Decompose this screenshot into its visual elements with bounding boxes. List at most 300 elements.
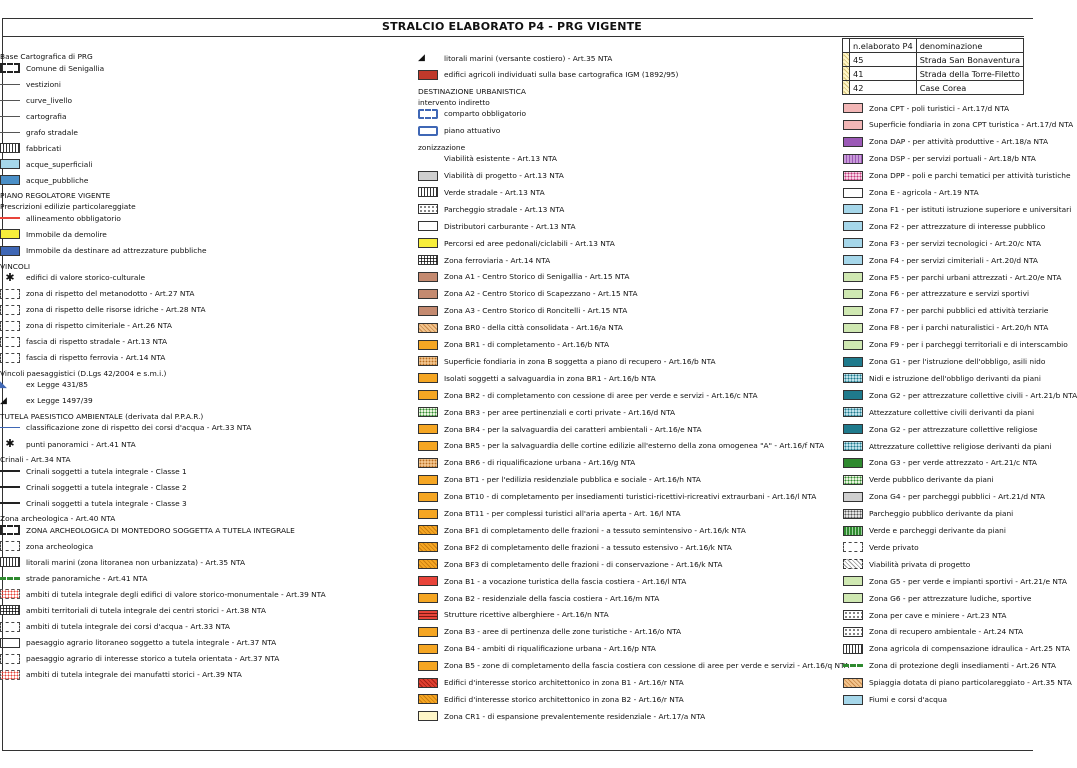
legend-label: Zona F1 - per istituti istruzione superiore e universitari [869,204,1072,214]
legend-label: Zona B5 - zone di completamento della fascia costiera con cessione di aree per verde e servizi - Art.16/q NTA [444,661,850,671]
table-row [843,53,1024,67]
section-header: DESTINAZIONE URBANISTICA [418,86,526,96]
legend-item [418,540,732,554]
legend-label: ambiti di tutela integrale dei manufatti storici - Art.39 NTA [26,670,242,680]
legend-label: Zona BT11 - per complessi turistici all'aria aperta - Art. 16/l NTA [444,509,681,518]
legend-symbol [418,187,438,197]
legend-item [0,211,121,225]
table-cell-number: 42 [850,81,917,95]
legend-item [418,625,681,639]
legend-label: edifici di valore storico-culturale [26,273,146,283]
legend-symbol [0,605,20,615]
legend-symbol [418,289,438,299]
legend-label: piano attuativo [444,126,501,136]
legend-symbol [418,525,438,535]
legend-item [418,591,659,605]
legend-label: Zona A2 - Centro Storico di Scapezzano - Art.15 NTA [444,289,638,299]
legend-symbol [843,188,863,198]
legend-item [843,152,1036,166]
legend-item [418,456,635,470]
legend-label: zona archeologica [26,541,94,551]
legend-symbol [0,246,20,256]
legend-label: Zona B3 - aree di pertinenza delle zone turistiche - Art.16/o NTA [444,627,682,637]
legend-label: Zona G3 - per verde attrezzato - Art.21/c NTA [869,458,1037,468]
legend-item [418,608,609,622]
legend-item [843,371,1041,385]
legend-item [843,490,1045,504]
legend-item [843,676,1072,690]
legend-symbol [418,661,438,671]
legend-symbol [843,272,863,282]
legend-item [418,253,550,267]
legend-symbol [418,509,438,519]
legend-label: curve_livello [26,95,73,105]
table-cell-number: 45 [850,53,917,67]
legend-symbol [843,221,863,231]
legend-item [418,659,849,673]
legend-title: STRALCIO ELABORATO P4 - PRG VIGENTE [381,20,643,33]
legend-label: Zona BF1 di completamento delle frazioni - a tessuto semintensivo - Art.16/k NTA [444,525,746,535]
legend-symbol [0,353,20,363]
legend-label: Attrezzature collettive religiose derivanti da piani [869,441,1052,451]
legend-symbol [843,509,863,519]
legend-item [843,287,1029,301]
legend-symbol [843,255,863,265]
legend-symbol [418,576,438,586]
legend-label: Zona CPT - poli turistici - Art.17/d NTA [869,103,1010,113]
legend-item [843,642,1070,656]
legend-item [0,636,276,650]
legend-label: strade panoramiche - Art.41 NTA [26,573,148,583]
legend-symbol [0,337,20,347]
legend-item [843,540,919,554]
legend-symbol [418,424,438,434]
legend-symbol [0,305,20,315]
legend-item [843,304,1048,318]
legend-label: Verde pubblico derivante da piani [869,475,994,485]
section-header: VINCOLI [0,261,31,271]
legend-label: acque_pubbliche [26,175,89,185]
legend-symbol [843,103,863,113]
legend-label: Zona B1 - a vocazione turistica della fascia costiera - Art.16/l NTA [444,576,687,586]
table-header-row [843,39,1024,53]
legend-label: Zona G6 - per attrezzature ludiche, sportive [869,593,1032,603]
legend-item [418,709,705,723]
legend-item [0,668,242,682]
legend-item [0,157,92,171]
legend-label: zona di rispetto del metanodotto - Art.27 NTA [26,289,195,299]
legend-symbol [0,116,20,117]
legend-label: Percorsi ed aree pedonali/ciclabili - Art.13 NTA [444,238,615,248]
legend-item [418,388,758,402]
legend-item [0,93,72,107]
legend-item [0,652,279,666]
legend-label: allineamento obbligatorio [26,213,121,223]
legend-label: Edifici d'interesse storico architettonico in zona B2 - Art.16/r NTA [444,694,684,704]
legend-symbol [418,204,438,214]
legend-label: Zona BR2 - di completamento con cessione di aree per verde e servizi - Art.16/c NTA [444,390,758,400]
section-header: Prescrizioni edilizie particolareggiate [0,202,136,212]
legend-label: fascia di rispetto ferrovia - Art.14 NTA [26,353,166,363]
table-cell-name: Strada San Bonaventura [916,53,1023,67]
legend-symbol [0,217,20,219]
legend-item [843,253,1038,267]
legend-symbol [843,593,863,603]
legend-symbol [843,542,863,552]
legend-label: Zona G5 - per verde e impianti sportivi - Art.21/e NTA [869,576,1067,586]
title-divider [2,36,1024,37]
legend-symbol [0,486,20,488]
legend-label: Comune di Senigallia [26,63,105,73]
table-row [843,81,1024,95]
legend-item [418,169,564,183]
legend-label: Zona G2 - per attrezzature collettive civili - Art.21/b NTA [869,390,1077,400]
legend-symbol [0,502,20,504]
legend-item [0,620,230,634]
legend-item [843,135,1048,149]
legend-symbol [0,525,20,535]
legend-item [843,473,994,487]
legend-item [0,141,61,155]
legend-symbol [0,84,20,85]
legend-symbol [843,289,863,299]
legend-symbol [418,221,438,231]
legend-label: Zona BR3 - per aree pertinenziali e corti private - Art.16/d NTA [444,407,676,417]
legend-item [418,490,816,504]
section-header: Vincoli paesaggistici (D.Lgs 42/2004 e s.m.i.) [0,368,167,378]
legend-symbol [0,589,20,599]
legend-label: paesaggio agrario litoraneo soggetto a tutela integrale - Art.37 NTA [26,638,277,648]
legend-label: Zona F8 - per i parchi naturalistici - Art.20/h NTA [869,323,1049,333]
legend-label: Zona DPP - poli e parchi tematici per attività turistiche [869,171,1071,181]
legend-item [418,338,609,352]
legend-label: Fiumi e corsi d'acqua [869,695,948,704]
legend-item [418,371,656,385]
legend-symbol [843,390,863,400]
legend-symbol [843,137,863,147]
legend-label: classificazione zone di rispetto dei corsi d'acqua - Art.33 NTA [26,423,252,433]
legend-symbol [418,255,438,265]
legend-symbol: ✱ [5,270,15,284]
legend-label: zona di rispetto delle risorse idriche - Art.28 NTA [26,305,206,315]
legend-label: ambiti di tutela integrale dei corsi d'acqua - Art.33 NTA [26,622,230,631]
legend-item [0,244,207,258]
legend-item [843,422,1038,436]
legend-symbol [843,340,863,350]
legend-item [0,173,88,187]
legend-item [418,321,623,335]
legend-item [0,523,295,537]
legend-label: Immobile da destinare ad attrezzature pubbliche [26,246,207,255]
legend-symbol: ◣ [0,379,7,390]
legend-label: Distributori carburante - Art.13 NTA [444,221,576,231]
legend-symbol [843,458,863,468]
legend-symbol [843,610,863,620]
legend-label: ambiti territoriali di tutela integrale dei centri storici - Art.38 NTA [26,605,266,615]
legend-label: Verde privato [869,542,919,552]
legend-item [418,270,629,284]
legend-symbol [0,470,20,472]
legend-label: ex Legge 1497/39 [26,396,93,406]
table-row [843,67,1024,81]
legend-symbol [418,154,438,164]
legend-label: grafo stradale [26,127,78,137]
legend-symbol: ◢ [418,53,425,63]
legend-symbol: ◢ [0,395,7,406]
legend-label: Parcheggio pubblico derivante da piani [869,509,1014,519]
legend-symbol [0,63,20,73]
legend-symbol [843,627,863,637]
legend-label: ex Legge 431/85 [26,380,88,390]
legend-label: Edifici d'interesse storico architettonico in zona B1 - Art.16/r NTA [444,678,684,687]
legend-label: Zona A3 - Centro Storico di Roncitelli - Art.15 NTA [444,306,628,316]
table-cell-name: Strada della Torre-Filetto [916,67,1023,81]
legend-label: acque_superficiali [26,159,93,169]
legend-symbol [0,159,20,169]
legend-label: Viabilità privata di progetto [869,559,971,569]
legend-item [0,480,187,494]
legend-label: Verde e parcheggi derivante da piani [869,526,1006,535]
legend-item [418,523,746,537]
legend-label: Zona BR6 - di riqualificazione urbana - Art.16/g NTA [444,458,636,468]
legend-symbol [418,694,438,704]
legend-item [843,202,1071,216]
legend-item [0,603,266,617]
legend-label: Zona G4 - per parcheggi pubblici - Art.21/d NTA [869,492,1045,502]
legend-label: Zona di recupero ambientale - Art.24 NTA [869,627,1024,637]
legend-symbol [0,557,20,567]
legend-label: Zona BR0 - della città consolidata - Art.16/a NTA [444,323,623,333]
legend-symbol [0,289,20,299]
legend-label: Zona BR5 - per la salvaguardia delle cortine edilizie all'esterno della zona omogenea "A" - Art.16/f NTA [444,441,825,451]
legend-label: punti panoramici - Art.41 NTA [26,439,136,449]
legend-label: Isolati soggetti a salvaguardia in zona BR1 - Art.16/b NTA [444,373,656,383]
legend-label: Strutture ricettive alberghiere - Art.16/n NTA [444,610,609,620]
legend-label: Zona A1 - Centro Storico di Senigallia - Art.15 NTA [444,272,630,282]
legend-label: Viabilità di progetto - Art.13 NTA [444,171,564,180]
legend-item [0,555,245,569]
legend-label: Zona F4 - per servizi cimiteriali - Art.20/d NTA [869,255,1038,265]
legend-item [0,227,107,241]
legend-symbol [418,126,438,136]
legend-item [843,507,1013,521]
legend-symbol [843,664,863,667]
legend-symbol [843,306,863,316]
legend-item [843,693,947,707]
legend-symbol [418,70,438,80]
legend-label: cartografia [26,111,67,121]
legend-label: Immobile da demolire [26,229,107,239]
legend-label: Viabilità esistente - Art.13 NTA [444,154,557,164]
legend-label: Zona ferroviaria - Art.14 NTA [444,255,551,265]
legend-symbol [418,407,438,417]
legend-label: Zona BR4 - per la salvaguardia dei caratteri ambientali - Art.16/e NTA [444,424,702,434]
legend-symbol [0,229,20,239]
legend-item [0,287,194,301]
legend-label: ambiti di tutela integrale degli edifici di valore storico-monumentale - Art.39 NTA [26,589,326,599]
legend-item [418,642,656,656]
legend-label: Crinali soggetti a tutela integrale - Classe 1 [26,466,187,476]
legend-symbol [418,390,438,400]
legend-symbol [843,238,863,248]
legend-symbol [0,622,20,632]
legend-symbol [843,644,863,654]
legend-item [843,405,1034,419]
legend-item [0,303,206,317]
table-swatch [843,81,850,95]
table-header-name: denominazione [916,39,1023,53]
legend-item [843,524,1006,538]
legend-item [843,557,970,571]
legend-symbol [418,356,438,366]
legend-item [843,270,1061,284]
table-swatch-header [843,39,850,53]
legend-label: Zona F3 - per servizi tecnologici - Art.20/c NTA [869,238,1041,248]
legend-item [0,539,93,553]
legend-item [843,625,1023,639]
legend-symbol [418,306,438,316]
legend-symbol [418,593,438,603]
legend-symbol [418,272,438,282]
legend-item [418,185,545,199]
legend-item [0,335,167,349]
legend-symbol [418,373,438,383]
legend-symbol [418,711,438,721]
legend-label: Zona BT1 - per l'edilizia residenziale pubblica e sociale - Art.16/h NTA [444,475,701,485]
legend-item [0,587,326,601]
legend-symbol [0,321,20,331]
legend-symbol [843,441,863,451]
legend-label: litorali marini (zona litoranea non urbanizzata) - Art.35 NTA [26,557,246,567]
legend-item [418,202,564,216]
legend-symbol [0,654,20,664]
legend-label: Verde stradale - Art.13 NTA [444,187,545,197]
legend-item [843,321,1048,335]
legend-item [843,219,1045,233]
legend-item [0,378,88,392]
legend-label: edifici agricoli individuati sulla base cartografica IGM (1892/95) [444,70,679,80]
section-header: zonizzazione [418,142,466,152]
legend-item [418,507,681,521]
legend-label: fascia di rispetto stradale - Art.13 NTA [26,337,168,347]
legend-label: Attezzature collettive civili derivanti da piani [869,407,1035,417]
legend-symbol [0,175,20,185]
legend-symbol [0,143,20,153]
legend-symbol [843,559,863,569]
legend-item [843,101,1009,115]
legend-symbol [418,627,438,637]
legend-symbol [843,204,863,214]
legend-symbol [418,559,438,569]
legend-label: Zona BT10 - di completamento per insediamenti turistici-ricettivi-ricreativi extraurbani - Art.16/l NTA [444,492,817,502]
legend-symbol [418,475,438,485]
legend-label: Zona DSP - per servizi portuali - Art.18/b NTA [869,154,1036,164]
legend-item [418,422,702,436]
legend-label: Zona B2 - residenziale della fascia costiera - Art.16/m NTA [444,593,660,603]
legend-item [418,439,824,453]
legend-symbol [418,542,438,552]
legend-item [418,354,716,368]
table-cell-number: 41 [850,67,917,81]
legend-item [843,456,1037,470]
legend-item [0,496,187,510]
legend-label: Zona agricola di compensazione idraulica - Art.25 NTA [869,644,1070,654]
legend-item [843,169,1071,183]
legend-item [0,464,187,478]
legend-label: Zona G1 - per l'istruzione dell'obbligo, asili nido [869,357,1046,366]
legend-item [418,692,684,706]
legend-symbol [843,154,863,164]
legend-symbol [843,357,863,367]
legend-item [418,124,500,138]
legend-symbol [843,407,863,417]
legend-label: Superficie fondiaria in zona CPT turistica - Art.17/d NTA [869,120,1074,130]
legend-symbol [0,100,20,101]
legend-symbol [843,323,863,333]
legend-symbol [0,577,20,580]
legend-label: comparto obbligatorio [444,109,527,119]
legend-label: Superficie fondiaria in zona B soggetta a piano di recupero - Art.16/b NTA [444,356,716,366]
legend-symbol [843,120,863,130]
legend-symbol [843,678,863,688]
legend-item [418,574,686,588]
legend-item [843,388,1077,402]
legend-symbol [418,458,438,468]
legend-item [843,439,1051,453]
legend-label: Crinali soggetti a tutela integrale - Classe 3 [26,498,187,508]
legend-item [0,421,251,435]
legend-label: zona di rispetto cimiteriale - Art.26 NTA [26,321,172,331]
legend-symbol [418,171,438,181]
table-swatch [843,53,850,67]
section-header: Zona archeologica - Art.40 NTA [0,514,116,524]
legend-label: Zona F6 - per attrezzature e servizi sportivi [869,289,1030,299]
legend-item [418,473,701,487]
legend-item [843,236,1041,250]
legend-symbol [0,427,20,428]
table-swatch [843,67,850,81]
legend-symbol [418,441,438,451]
legend-symbol [0,670,20,680]
legend-item [418,287,638,301]
legend-label: Zona BR1 - di completamento - Art.16/b NTA [444,340,610,349]
legend-symbol [418,109,438,119]
legend-symbol [843,171,863,181]
legend-item [0,61,104,75]
legend-symbol [418,610,438,620]
legend-item [0,351,165,365]
legend-symbol [418,492,438,502]
legend-item [418,51,612,65]
legend-symbol: ✱ [5,437,15,450]
legend-label: Zona DAP - per attività produttive - Art.18/a NTA [869,137,1049,147]
legend-item [418,152,557,166]
legend-item [0,571,147,585]
section-header: PIANO REGOLATORE VIGENTE [0,191,111,201]
section-header: TUTELA PAESISTICO AMBIENTALE (derivata dal P.P.A.R.) [0,411,204,421]
legend-label: Zona B4 - ambiti di riqualificazione urbana - Art.16/p NTA [444,644,656,654]
legend-symbol [843,526,863,536]
legend-label: Zona F9 - per i parcheggi territoriali e di interscambio [869,340,1068,350]
legend-label: Spiaggia dotata di piano particolareggiato - Art.35 NTA [869,678,1072,688]
section-header: intervento indiretto [418,97,490,107]
legend-symbol [418,238,438,248]
legend-symbol [843,576,863,586]
legend-symbol [0,638,20,648]
legend-item [418,304,627,318]
legend-symbol [843,695,863,705]
legend-item [0,109,67,123]
